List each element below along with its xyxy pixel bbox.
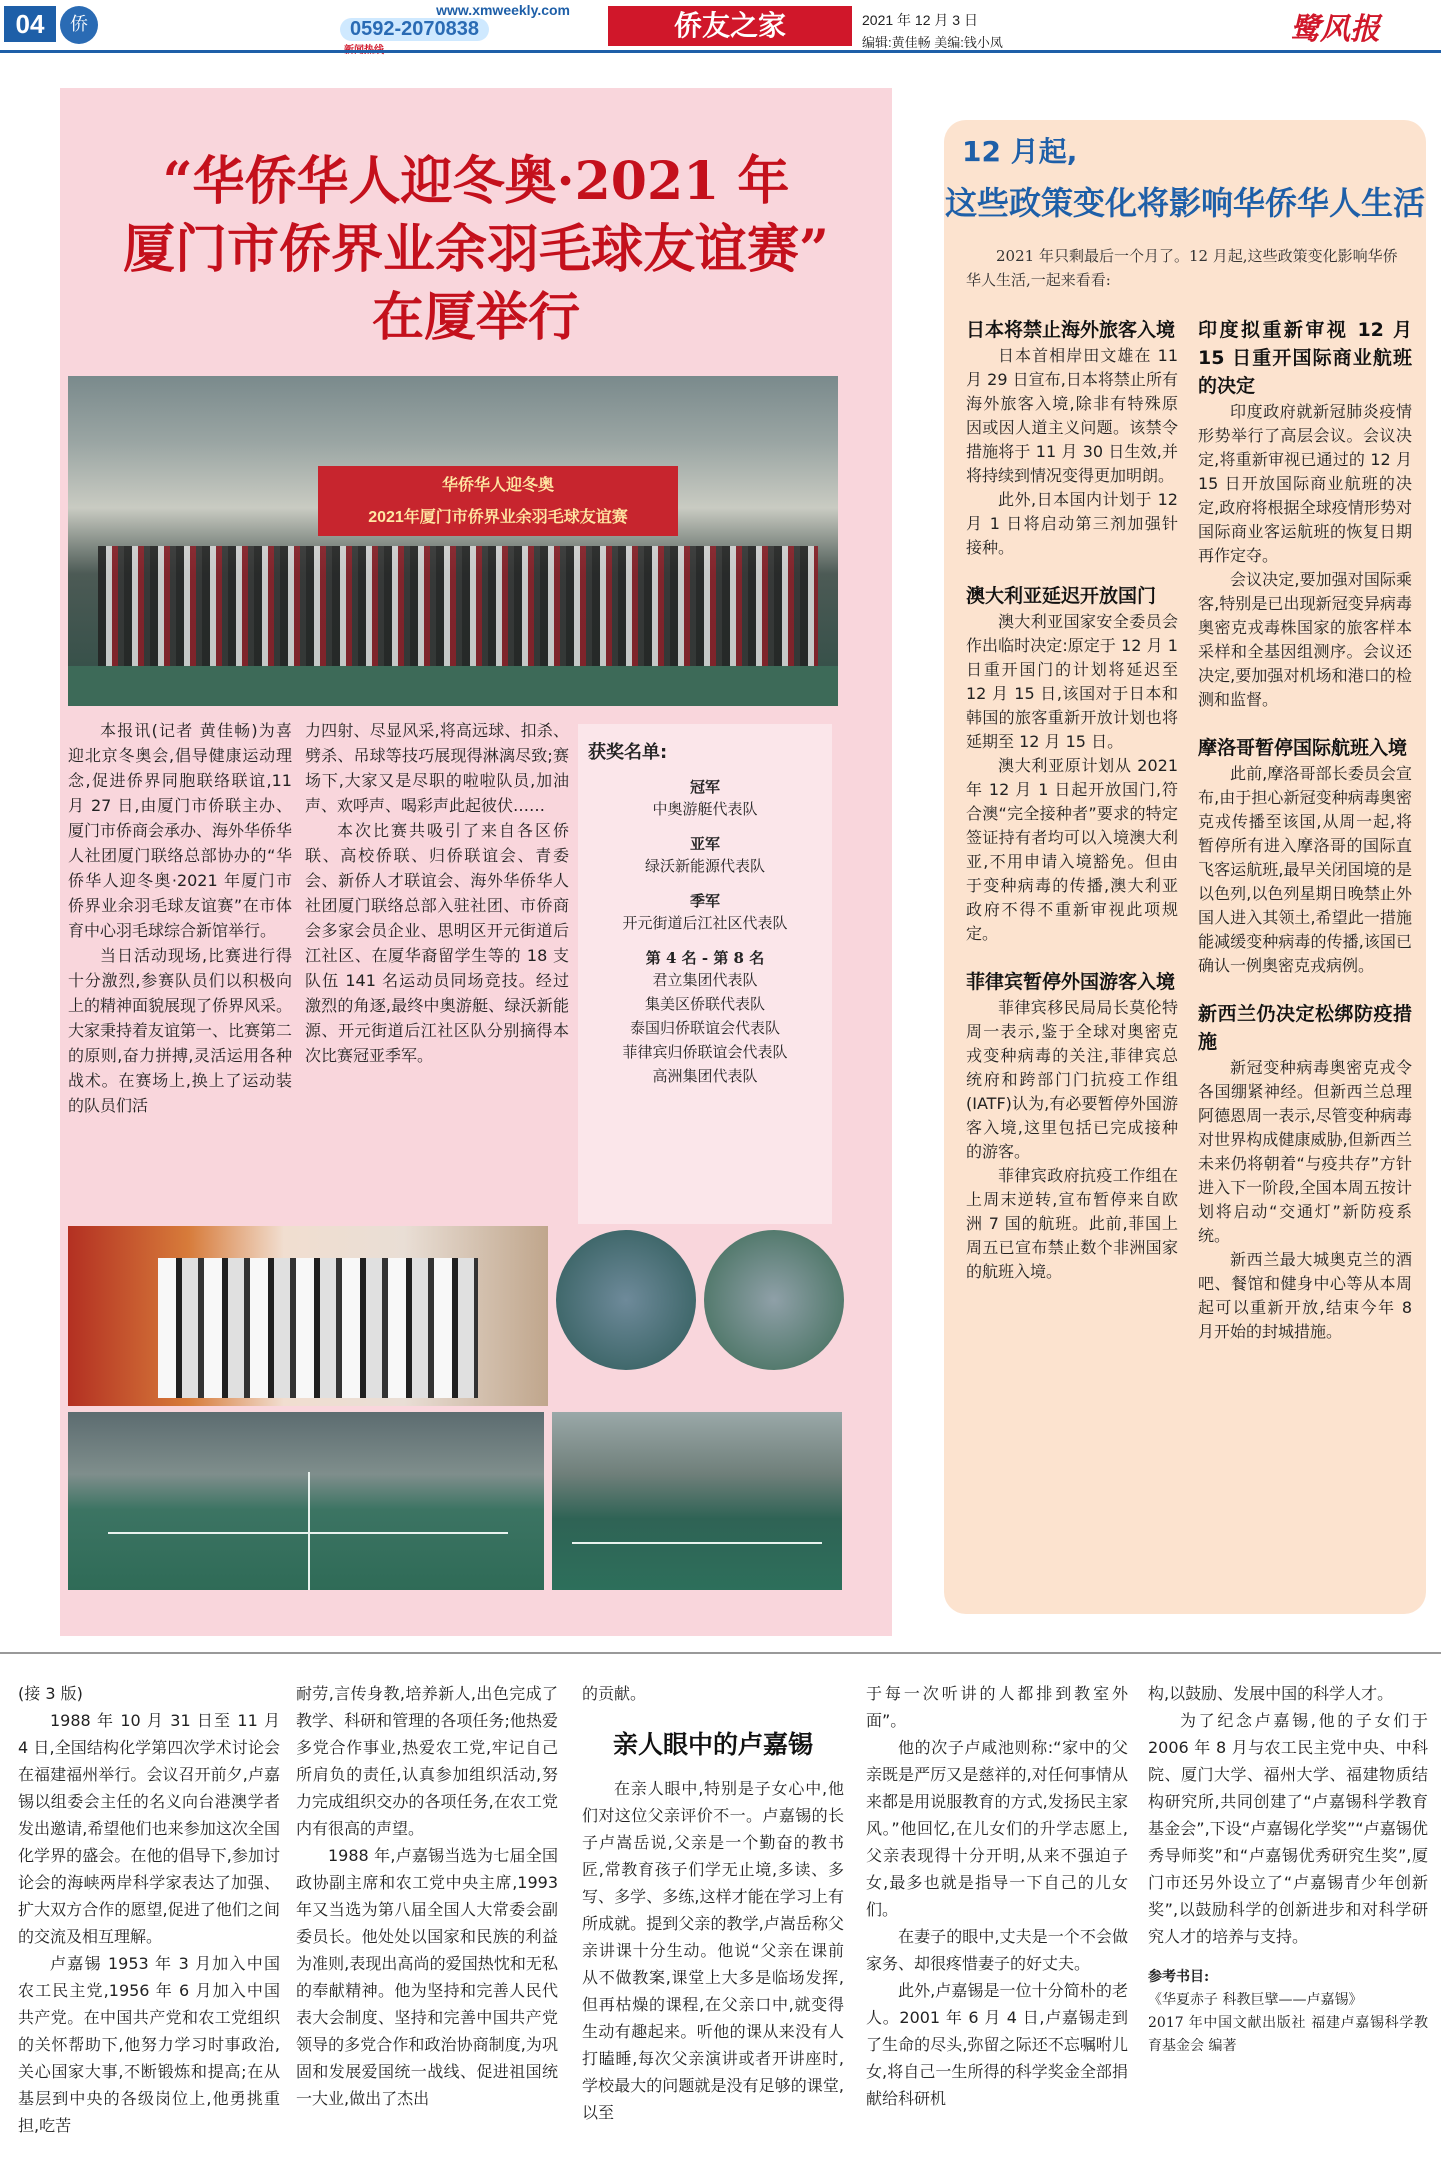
photo-banner [318,466,678,536]
policy-paragraph: 澳大利亚原计划从 2021 年 12 月 1 日起开放国门,符合澳“完全接种者”要求的特定签证持有者均可以入境澳大利亚,不用申请入境豁免。但由于变种病毒的传播,澳大利亚政府不得不重新审视此项规定。 [966,756,1178,943]
lower-column-2 [296,1680,558,2166]
other-team: 君立集团代表队 [652,971,758,989]
japan-heading: 日本将禁止海外旅客入境 [966,319,1176,341]
policy-paragraph: 新西兰最大城奥克兰的酒吧、餐馆和健身中心等从本周起可以重新开放,结束今年 8 月开始的封城措施。 [1198,1250,1412,1341]
references [1148,1966,1428,2058]
lower-paragraph: 卢嘉锡 1953 年 3 月加入中国农工民主党,1956 年 6 月加入中国共产党。在中国共产党和农工党组织的关怀帮助下,他努力学习时事政治,关心国家大事,不断锻炼和提高;在从基层到中央的各级岗位上,他勇挑重担,吃苦 [18,1954,280,2135]
photo-people [158,1258,478,1398]
winners-heading: 获奖名单: [588,742,668,763]
policy-paragraph: 澳大利亚国家安全委员会作出临时决定:原定于 12 月 1 日重开国门的计划将延迟至 12 月 15 日,该国对于日本和韩国的旅客重新开放计划也将延期至 12 月 15 日。 [966,612,1178,751]
headline-line-1: “华侨华人迎冬奥·2021 年 [162,151,790,212]
page-number: 04 [4,6,56,42]
champion-label: 冠军 [689,778,720,796]
lower-column-5 [1148,1680,1428,2166]
match-photo-round [704,1230,844,1370]
photo-floor [68,666,838,706]
policy-paragraph: 此外,日本国内计划于 12 月 1 日将启动第三剂加强针接种。 [966,490,1178,557]
group-photo [68,376,838,706]
feature-paragraph: 当日活动现场,比赛进行得十分激烈,参赛队员们以积极向上的精神面貌展现了侨界风采。大家秉持着友谊第一、比赛第二的原则,奋力拼搏,灵活运用各种战术。在赛场上,换上了运动装的队员们活 [68,946,293,1115]
policy-paragraph: 新冠变种病毒奥密克戎令各国绷紧神经。但新西兰总理阿德恩周一表示,尽管变种病毒对世界构成健康威胁,但新西兰未来仍将朝着“与疫共存”方针进入下一阶段,全国本周五按计划将启动“交通灯”新防疫系统。 [1198,1058,1412,1245]
policy-headline-line-2: 这些政策变化将影响华侨华人生活 [944,184,1425,222]
feature-paragraph: 本次比赛共吸引了来自各区侨联、高校侨联、归侨联谊会、青委会、新侨人才联谊会、海外华侨华人社团厦门联络总部入驻社团、市侨商会多家会员企业、思明区开元街道后江社区、在厦华裔留学生等的 18 支队伍 141 名运动员同场竞技。经过激烈的角逐,最终中奥游艇、绿沃新能源、开元街道后江社区队分别摘得本次比赛冠亚季军。 [305,821,569,1065]
lower-paragraph: 1988 年 10 月 31 日至 11 月 4 日,全国结构化学第四次学术讨论会在福建福州举行。会议召开前夕,卢嘉锡以组委会主任的名义向台港澳学者发出邀请,希望他们也来参加这次全国化学界的盛会。在他的倡导下,参加讨论会的海峡两岸科学家表达了加强、扩大双方合作的愿望,促进了他们之间的交流及相互理解。 [18,1711,280,1946]
newspaper-logo: 鹭风报 [1290,12,1380,47]
lower-column-3 [582,1680,844,2166]
court-photo [68,1412,544,1590]
other-team: 高洲集团代表队 [652,1067,758,1085]
feature-headline [60,148,892,352]
lower-column-1 [18,1680,280,2166]
masthead-divider [0,50,1441,53]
lower-paragraph: 构,以鼓励、发展中国的科学人才。 [1148,1684,1394,1703]
third-team: 开元街道后江社区代表队 [622,914,788,932]
headline-line-2: 厦门市侨界业余羽毛球友谊赛” [123,219,829,280]
references-heading: 参考书目: [1148,1969,1210,1985]
lower-paragraph: 在妻子的眼中,丈夫是一个不会做家务、却很疼惜妻子的好丈夫。 [866,1927,1128,1973]
feature-column-2 [305,718,569,1216]
court-photo [552,1412,842,1590]
policy-headline-line-1: 12 月起, [962,135,1078,168]
policy-column-left [966,316,1178,1606]
headline-line-3: 在厦举行 [371,287,580,348]
policy-column-right [1198,316,1412,1606]
editor-credits: 编辑:黄佳畅 美编:钱小凤 [862,35,1003,50]
lower-paragraph: 此外,卢嘉锡是一位十分简朴的老人。2001 年 6 月 4 日,卢嘉锡走到了生命的尽头,弥留之际还不忘嘱咐儿女,将自己一生所得的科学奖金全部捐献给科研机 [866,1981,1128,2108]
reference-book: 《华夏赤子 科教巨擘——卢嘉锡》 [1148,1992,1363,2008]
photo-crowd [98,546,818,666]
lower-paragraph: 在亲人眼中,特别是子女心中,他们对这位父亲评价不一。卢嘉锡的长子卢嵩岳说,父亲是一个勤奋的教书匠,常教育孩子们学无止境,多读、多写、多学、多练,这样才能在学习上有所成就。提到父亲的教学,卢嵩岳称父亲讲课十分生动。他说“父亲在课前从不做教案,课堂上大多是临场发挥,但再枯燥的课程,在父亲口中,就变得生动有趣起来。听他的课从来没有人打瞌睡,每次父亲演讲或者开讲座时,学校最大的问题就是没有足够的课堂,以至 [582,1779,844,2122]
policy-paragraph: 日本首相岸田文雄在 11 月 29 日宣布,日本将禁止所有海外旅客入境,除非有特殊原因或因人道主义问题。该禁令措施将于 11 月 30 日生效,并将持续到情况变得更加明朗。 [966,346,1178,485]
lower-paragraph: 他的次子卢咸池则称:“家中的父亲既是严厉又是慈祥的,对任何事情从来都是用说服教育的方式,发扬民主家风。”他回忆,在儿女们的升学志愿上,父亲表现得十分开明,从来不强迫子女,最多也就是指导一下自己的儿女们。 [866,1738,1128,1919]
lower-paragraph: 为了纪念卢嘉锡,他的子女们于 2006 年 8 月与农工民主党中央、中科院、厦门大学、福州大学、福建物质结构研究所,共同创建了“卢嘉锡科学教育基金会”,下设“卢嘉锡化学奖”“卢嘉锡优秀导师奖”和“卢嘉锡优秀研究生奖”,厦门市还另外设立了“卢嘉锡青少年创新奖”,以鼓励科学的创新进步和对科学研究人才的培养与支持。 [1148,1711,1428,1946]
runner-up-team: 绿沃新能源代表队 [644,857,765,875]
policy-paragraph: 菲律宾移民局局长莫伦特周一表示,鉴于全球对奥密克戎变种病毒的关注,菲律宾总统府和跨部门门抗疫工作组(IATF)认为,有必要暂停外国游客入境,这里包括已完成接种的游客。 [966,998,1178,1161]
subheading: 亲人眼中的卢嘉锡 [612,1730,813,1759]
policy-paragraph: 印度政府就新冠肺炎疫情形势举行了高层会议。会议决定,将重新审视已通过的 12 月 15 日开放国际商业航班的决定,政府将根据全球疫情形势对国际商业客运航班的恢复日期再作定夺。 [1198,402,1412,565]
court-line [572,1542,822,1544]
other-team: 集美区侨联代表队 [644,995,765,1013]
issue-date: 2021 年 12 月 3 日 [862,12,978,28]
winners-box [578,724,832,1224]
morocco-heading: 摩洛哥暂停国际航班入境 [1198,737,1408,759]
india-heading: 印度拟重新审视 12 月 15 日重开国际商业航班的决定 [1198,319,1412,397]
section-emblem-icon: 侨 [60,6,98,44]
lower-paragraph: 1988 年,卢嘉锡当选为七届全国政协副主席和农工党中央主席,1993 年又当选为第八届全国人大常委会副委员长。他处处以国家和民族的利益为准则,表现出高尚的爱国热忱和无私的奉献精神。他为坚持和完善人民代表大会制度、坚持和完善中国共产党领导的多党合作和政治协商制度,为巩固和发展爱国统一战线、促进祖国统一大业,做出了杰出 [296,1846,558,2108]
photo-banner-line-1: 华侨华人迎冬奥 [441,477,554,494]
lower-paragraph: 于每一次听讲的人都排到教室外面”。 [866,1684,1128,1730]
section-divider [0,1652,1441,1654]
lower-column-4 [866,1680,1128,2166]
policy-paragraph: 菲律宾政府抗疫工作组在上周末逆转,宣布暂停来自欧洲 7 国的航班。此前,菲国上周五已宣布禁止数个非洲国家的航班入境。 [966,1166,1178,1281]
continued-note: (接 3 版) [18,1684,83,1703]
australia-heading: 澳大利亚延迟开放国门 [966,585,1157,607]
others-label: 第 4 名 - 第 8 名 [645,949,765,967]
section-name: 侨友之家 [608,6,852,46]
feature-lead-paragraph: 本报讯(记者 黄佳畅)为喜迎北京冬奥会,倡导健康运动理念,促进侨界同胞联络联谊,11 月 27 日,由厦门市侨联主办、厦门市侨商会承办、海外华侨华人社团厦门联络总部协办的“华侨华人迎冬奥·2021 年厦门市侨界业余羽毛球友谊赛”在市体育中心羽毛球综合新馆举行。 [68,721,293,940]
reference-publisher: 2017 年中国文献出版社 福建卢嘉锡科学教育基金会 编著 [1148,2015,1428,2054]
other-team: 泰国归侨联谊会代表队 [629,1019,780,1037]
new-zealand-heading: 新西兰仍决定松绑防疫措施 [1198,1003,1412,1053]
lower-paragraph: 耐劳,言传身教,培养新人,出色完成了教学、科研和管理的各项任务;他热爱多党合作事业,热爱农工党,牢记自己所肩负的责任,认真参加组织活动,努力完成组织交办的各项任务,在农工党内有很高的声望。 [296,1684,558,1838]
hotline-phone: 0592-2070838 [340,18,489,41]
feature-column-1 [68,718,292,1216]
other-team: 菲律宾归侨联谊会代表队 [622,1043,788,1061]
hotline-block [330,2,570,50]
policy-paragraph: 此前,摩洛哥部长委员会宣布,由于担心新冠变种病毒奥密克戎传播至该国,从周一起,将暂停所有进入摩洛哥的国际直飞客运航班,最早关闭国境的是以色列,以色列星期日晚禁止外国人进入其领土,希望此一措施能减缓变种病毒的传播,该国已确认一例奥密克戎病例。 [1198,764,1412,975]
philippines-heading: 菲律宾暂停外国游客入境 [966,971,1176,993]
policy-lead: 2021 年只剩最后一个月了。12 月起,这些政策变化影响华侨华人生活,一起来看看: [966,247,1398,289]
runner-up-label: 亚军 [689,835,720,853]
policy-paragraph: 会议决定,要加强对国际乘客,特别是已出现新冠变异病毒奥密克戎毒株国家的旅客样本采样和全基因组测序。会议还决定,要加强对机场和港口的检测和监督。 [1198,570,1412,709]
team-photo [68,1226,548,1406]
third-label: 季军 [689,892,720,910]
match-photo-round [556,1230,696,1370]
photo-banner-line-2: 2021年厦门市侨界业余羽毛球友谊赛 [368,509,628,526]
lower-paragraph: 的贡献。 [582,1684,647,1703]
hotline-url[interactable]: www.xmweekly.com [436,2,570,18]
champion-team: 中奥游艇代表队 [652,800,758,818]
court-net [308,1472,310,1590]
hotline-label [344,41,570,56]
feature-paragraph: 力四射、尽显风采,将高远球、扣杀、劈杀、吊球等技巧展现得淋漓尽致;赛场下,大家又是尽职的啦啦队员,加油声、欢呼声、喝彩声此起彼伏…… [305,721,569,815]
